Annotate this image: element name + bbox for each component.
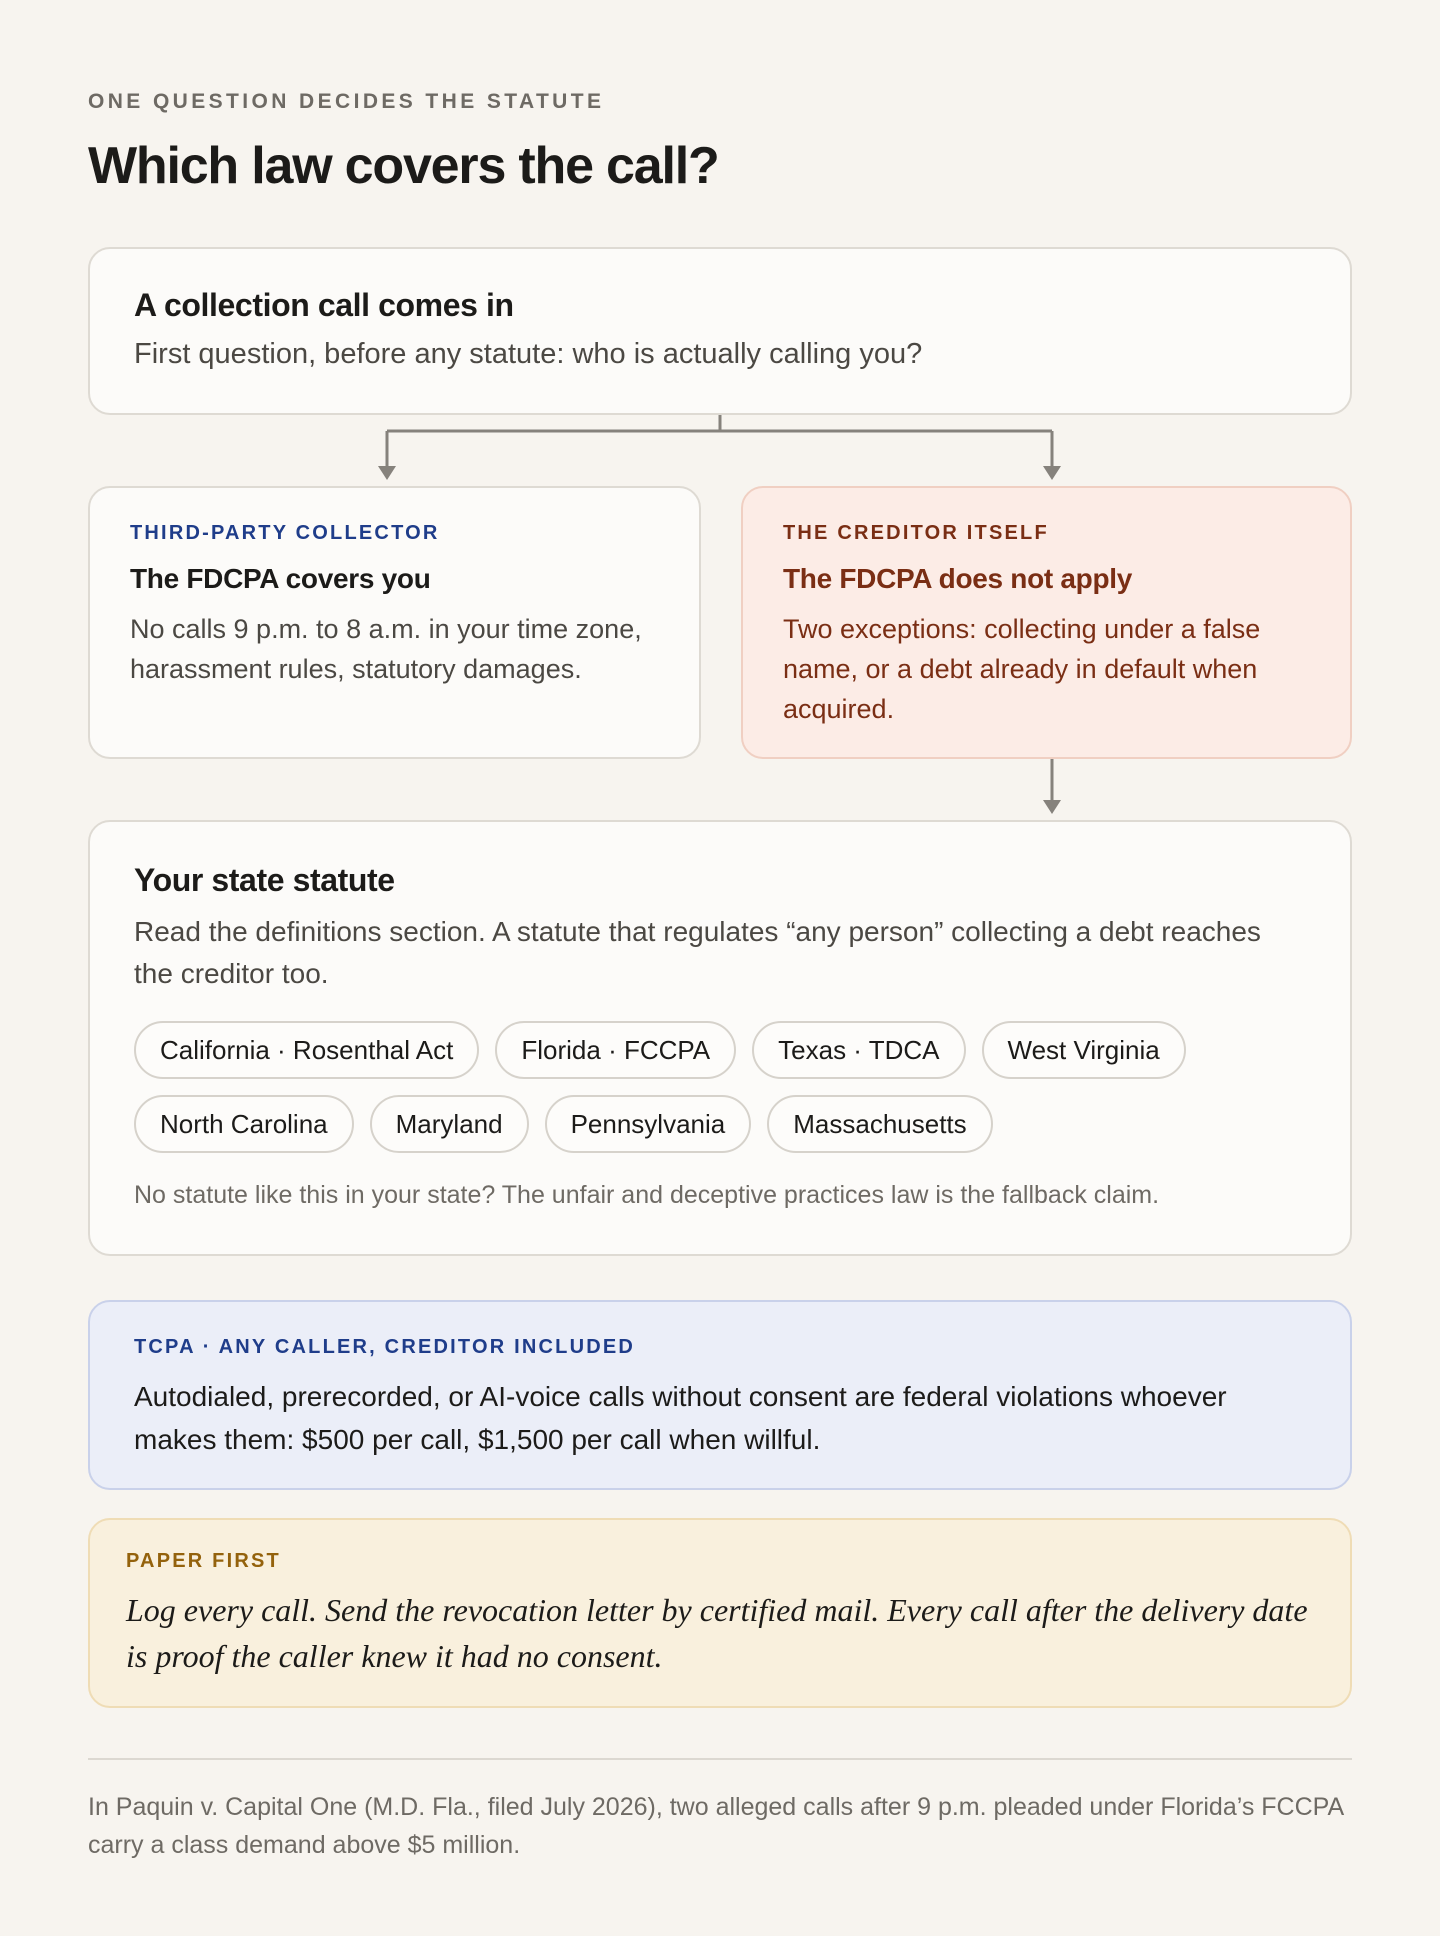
creditor-label: THE CREDITOR ITSELF — [783, 522, 1049, 544]
creditor-node — [741, 486, 1352, 759]
paper-first-callout — [88, 1518, 1352, 1708]
arrow-to-creditor — [1043, 466, 1061, 480]
third-party-text: No calls 9 p.m. to 8 a.m. in your time zone, harassment rules, statutory damages. — [130, 614, 642, 684]
creditor-heading: The FDCPA does not apply — [783, 563, 1133, 594]
tcpa-callout — [88, 1300, 1352, 1490]
state-chip: Massachusetts — [767, 1095, 992, 1153]
paper-first-text: Log every call. Send the revocation letter by certified mail. Every call after the delivery date is proof the caller knew it had no consent. — [126, 1592, 1308, 1674]
state-statute-node — [88, 820, 1352, 1256]
state-text: Read the definitions section. A statute that regulates “any person” collecting a debt reaches the creditor too. — [134, 916, 1261, 989]
creditor-text: Two exceptions: collecting under a false name, or a debt already in default when acquired. — [783, 614, 1261, 724]
state-heading: Your state statute — [134, 862, 395, 898]
state-chip: Pennsylvania — [545, 1095, 752, 1153]
third-party-heading: The FDCPA covers you — [130, 563, 431, 594]
tcpa-text: Autodialed, prerecorded, or AI-voice calls without consent are federal violations whoever makes them: $500 per call, $1,500 per call when willful. — [134, 1381, 1227, 1455]
start-node — [88, 247, 1352, 415]
third-party-label: THIRD-PARTY COLLECTOR — [130, 522, 440, 544]
third-party-node — [88, 486, 701, 759]
page-title: Which law covers the call? — [88, 137, 719, 195]
tcpa-label: TCPA · ANY CALLER, CREDITOR INCLUDED — [134, 1336, 636, 1358]
state-chip: West Virginia — [982, 1021, 1186, 1079]
state-chip: Florida · FCCPA — [495, 1021, 736, 1079]
start-heading: A collection call comes in — [134, 287, 514, 323]
state-chip: Texas · TDCA — [752, 1021, 965, 1079]
state-fallback: No statute like this in your state? The unfair and deceptive practices law is the fallback claim. — [134, 1181, 1160, 1209]
state-chip: California · Rosenthal Act — [134, 1021, 479, 1079]
state-chip-list — [134, 1021, 1274, 1153]
paper-first-label: PAPER FIRST — [126, 1550, 281, 1572]
arrow-to-third-party — [378, 466, 396, 480]
eyebrow: ONE QUESTION DECIDES THE STATUTE — [88, 90, 605, 113]
state-chip: Maryland — [370, 1095, 529, 1153]
divider — [88, 1758, 1352, 1760]
arrow-to-state — [1043, 800, 1061, 814]
footnote: In Paquin v. Capital One (M.D. Fla., filed July 2026), two alleged calls after 9 p.m. pleaded under Florida’s FCCPA carry a class demand above $5 million. — [88, 1793, 1343, 1859]
start-text: First question, before any statute: who is actually calling you? — [134, 338, 923, 370]
state-chip: North Carolina — [134, 1095, 354, 1153]
